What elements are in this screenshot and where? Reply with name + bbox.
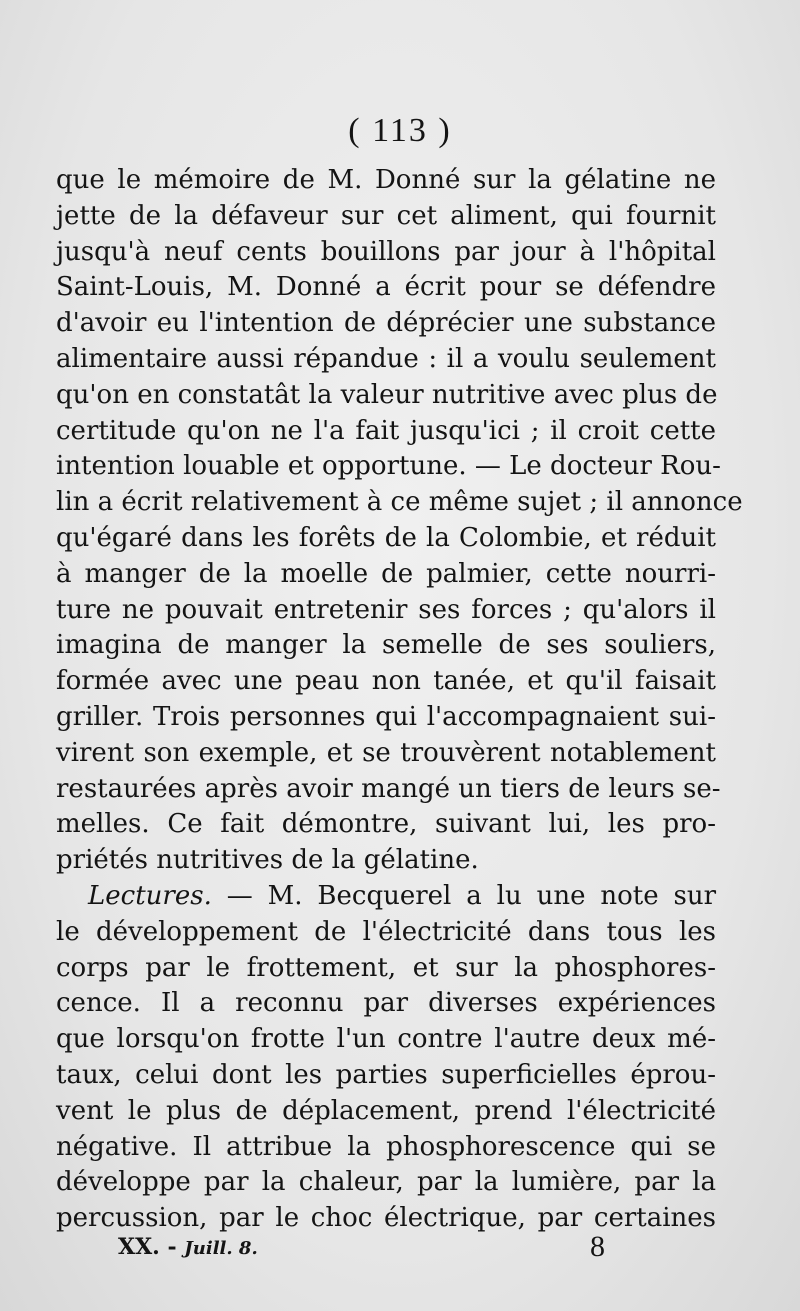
body-text [56, 163, 743, 1237]
text-line: le développement de l'électricité dans tous les [56, 916, 716, 947]
text-line: que lorsqu'on frotte l'un contre l'autre deux mé- [56, 1024, 716, 1055]
text-line: melles. Ce fait démontre, suivant lui, les pro- [56, 809, 716, 840]
text-line: imagina de manger la semelle de ses souliers, [56, 630, 716, 661]
text-line: ture ne pouvait entretenir ses forces ; qu'alors il [56, 594, 716, 625]
lectures-label: Lectures. [88, 880, 212, 911]
lectures-paragraph-start [56, 879, 716, 915]
signature-date: Juill. 8. [184, 1238, 258, 1259]
text-line: griller. Trois personnes qui l'accompagnaient sui- [56, 701, 716, 732]
text-line: formée avec une peau non tanée, et qu'il faisait [56, 666, 716, 697]
text-line: qu'égaré dans les forêts de la Colombie, et réduit [56, 522, 716, 553]
text-line: négative. Il attribue la phosphorescence qui se [56, 1131, 716, 1162]
text-line: jusqu'à neuf cents bouillons par jour à l'hôpital [56, 236, 716, 267]
text-line: cence. Il a reconnu par diverses expériences [56, 988, 716, 1019]
text-line: lin a écrit relativement à ce même sujet ; il annonce [56, 487, 743, 518]
text-line: que le mémoire de M. Donné sur la gélatine ne [56, 165, 716, 195]
sheet-number: 8 [590, 1230, 605, 1263]
text-line: qu'on en constatât la valeur nutritive avec plus de [56, 379, 718, 410]
text-line: priétés nutritives de la gélatine. [56, 845, 479, 876]
text-line: percussion, par le choc électrique, par certaines [56, 1203, 716, 1234]
page-number: ( 113 ) [348, 112, 452, 149]
text-line: à manger de la moelle de palmier, cette nourri- [56, 558, 716, 589]
text-line: vent le plus de déplacement, prend l'électricité [56, 1095, 716, 1126]
text-line: corps par le frottement, et sur la phosphores- [56, 952, 716, 983]
text-line: restaurées après avoir mangé un tiers de leurs se- [56, 773, 721, 804]
text-line: alimentaire aussi répandue : il a voulu seulement [56, 343, 716, 374]
text-line: certitude qu'on ne l'a fait jusqu'ici ; il croit cette [56, 415, 716, 446]
text-line: développe par la chaleur, par la lumière, par la [56, 1167, 716, 1198]
text-line: taux, celui dont les parties superficielles éprou- [56, 1059, 716, 1090]
text-line: virent son exemple, et se trouvèrent notablement [56, 737, 716, 768]
text-line: d'avoir eu l'intention de déprécier une substance [56, 308, 716, 339]
text-line: Saint-Louis, M. Donné a écrit pour se défendre [56, 272, 716, 303]
signature-volume: XX. - [118, 1234, 177, 1260]
text-line: intention louable et opportune. — Le docteur Rou- [56, 451, 721, 482]
text-line: jette de la défaveur sur cet aliment, qui fournit [56, 200, 716, 231]
printer-signature [118, 1234, 258, 1260]
text-line: — M. Becquerel a lu une note sur [226, 880, 716, 911]
